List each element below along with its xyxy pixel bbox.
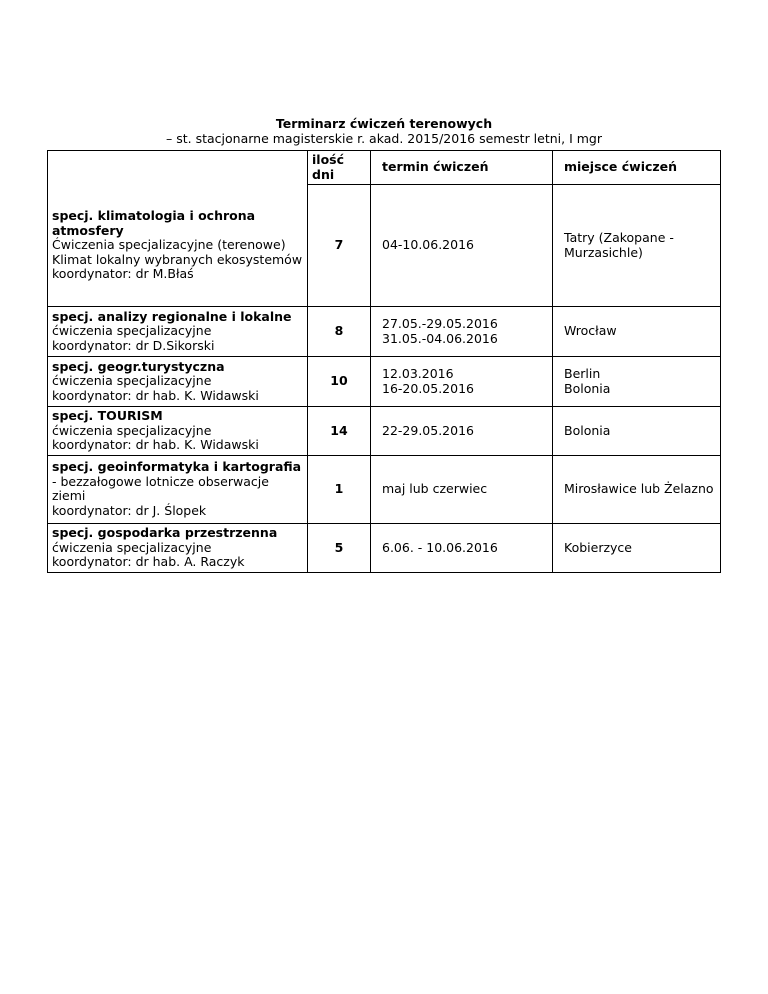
specialization-name: specj. gospodarka przestrzenna xyxy=(52,524,278,540)
table-header xyxy=(48,151,721,185)
cell-term xyxy=(371,185,553,307)
specialization-detail: koordynator: dr hab. A. Raczyk xyxy=(52,554,245,570)
specialization-detail: ćwiczenia specjalizacyjne xyxy=(52,539,212,555)
place-name: Kobierzyce xyxy=(564,539,632,555)
term-date: 6.06. - 10.06.2016 xyxy=(382,539,498,555)
document-subtitle: – st. stacjonarne magisterskie r. akad. 2015/2016 semestr letni, I mgr xyxy=(166,131,602,146)
cell-days: 1 xyxy=(308,455,371,523)
term-date: 16-20.05.2016 xyxy=(382,380,474,396)
specialization-name: specj. geoinformatyka i kartografia xyxy=(52,459,302,475)
place-name: Mirosławice lub Żelazno xyxy=(564,481,714,497)
header-days: ilość dni xyxy=(308,151,371,185)
place-name: Bolonia xyxy=(564,380,611,396)
specialization-name: specj. klimatologia i ochrona atmosfery xyxy=(52,207,256,238)
term-date: 22-29.05.2016 xyxy=(382,422,474,438)
specialization-name: specj. geogr.turystyczna xyxy=(52,358,225,374)
cell-term xyxy=(371,357,553,407)
header-row xyxy=(48,151,721,185)
cell-days: 14 xyxy=(308,407,371,456)
cell-term xyxy=(371,407,553,456)
specialization-name: specj. TOURISM xyxy=(52,408,163,424)
table-row xyxy=(48,307,721,357)
cell-days: 10 xyxy=(308,357,371,407)
cell-term xyxy=(371,307,553,357)
term-date: 04-10.06.2016 xyxy=(382,237,474,253)
header-term: termin ćwiczeń xyxy=(371,151,553,185)
term-date: 27.05.-29.05.2016 xyxy=(382,316,498,332)
cell-specialization xyxy=(48,357,308,407)
cell-term xyxy=(371,455,553,523)
specialization-detail: ćwiczenia specjalizacyjne xyxy=(52,422,212,438)
document-header xyxy=(0,116,768,146)
specialization-detail: ćwiczenia specjalizacyjne xyxy=(52,373,212,389)
table-row xyxy=(48,185,721,307)
table-row xyxy=(48,455,721,523)
term-date: 12.03.2016 xyxy=(382,366,454,382)
cell-term xyxy=(371,523,553,572)
place-name: Bolonia xyxy=(564,422,611,438)
cell-specialization xyxy=(48,307,308,357)
header-specialization xyxy=(48,151,308,185)
place-name: Wrocław xyxy=(564,323,617,339)
cell-days: 7 xyxy=(308,185,371,307)
cell-place xyxy=(553,307,721,357)
specialization-name: specj. analizy regionalne i lokalne xyxy=(52,308,292,324)
term-date: 31.05.-04.06.2016 xyxy=(382,330,498,346)
table-body xyxy=(48,185,721,573)
cell-place xyxy=(553,357,721,407)
table-row xyxy=(48,407,721,456)
cell-place xyxy=(553,185,721,307)
specialization-detail: koordynator: dr hab. K. Widawski xyxy=(52,437,259,453)
cell-specialization xyxy=(48,523,308,572)
header-place: miejsce ćwiczeń xyxy=(553,151,721,185)
cell-place xyxy=(553,407,721,456)
schedule-table xyxy=(47,150,721,573)
specialization-detail: ćwiczenia specjalizacyjne xyxy=(52,323,212,339)
document-title: Terminarz ćwiczeń terenowych xyxy=(275,116,493,131)
place-name: Berlin xyxy=(564,366,601,382)
specialization-detail: - bezzałogowe lotnicze obserwacje ziemi xyxy=(52,473,269,504)
cell-days: 5 xyxy=(308,523,371,572)
cell-specialization xyxy=(48,185,308,307)
cell-specialization xyxy=(48,407,308,456)
term-date: maj lub czerwiec xyxy=(382,481,488,497)
cell-place xyxy=(553,523,721,572)
specialization-detail: Klimat lokalny wybranych ekosystemów xyxy=(52,251,303,267)
place-name: Tatry (Zakopane - Murzasichle) xyxy=(564,230,674,260)
cell-place xyxy=(553,455,721,523)
table-row xyxy=(48,357,721,407)
specialization-detail: koordynator: dr J. Ślopek xyxy=(52,503,207,519)
specialization-detail: Ćwiczenia specjalizacyjne (terenowe) xyxy=(52,237,286,253)
cell-specialization xyxy=(48,455,308,523)
specialization-detail: koordynator: dr D.Sikorski xyxy=(52,337,215,353)
specialization-detail: koordynator: dr hab. K. Widawski xyxy=(52,387,259,403)
cell-days: 8 xyxy=(308,307,371,357)
specialization-detail: koordynator: dr M.Błaś xyxy=(52,266,194,282)
table-row xyxy=(48,523,721,572)
